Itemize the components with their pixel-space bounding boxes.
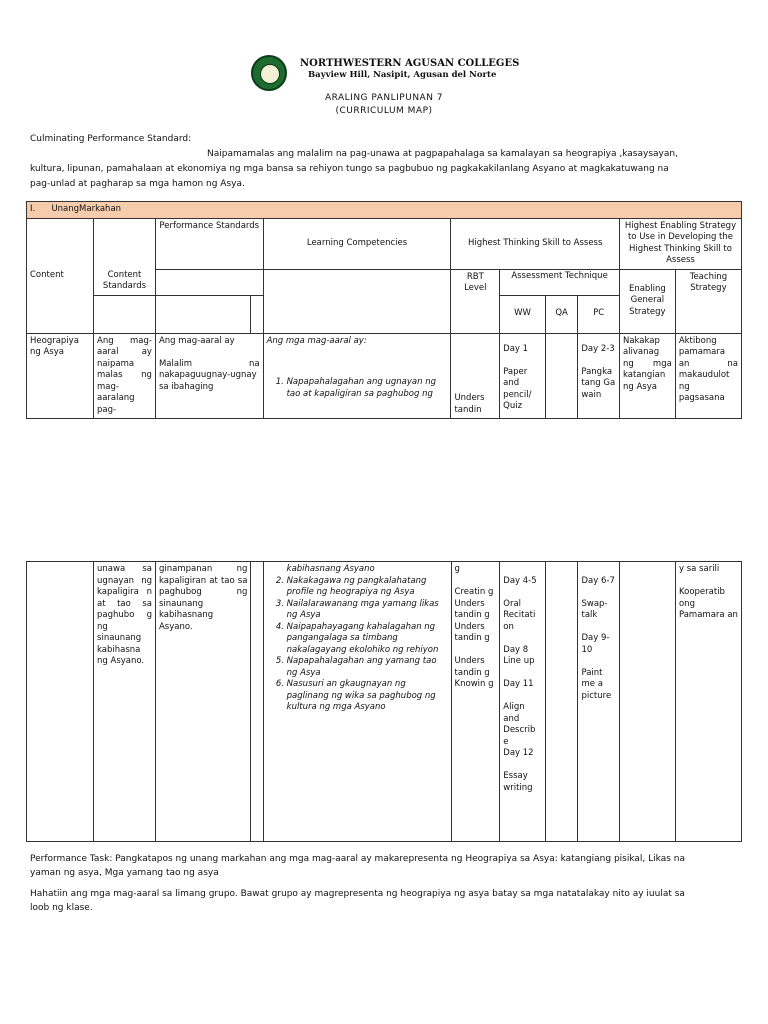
header-htsa: Highest Thinking Skill to Assess bbox=[451, 218, 620, 269]
row2-ts: y sa sarili Kooperatib ong Pamamara an bbox=[675, 562, 741, 842]
subject-title: ARALING PANLIPUNAN 7 bbox=[324, 93, 444, 103]
row2-qa bbox=[545, 562, 578, 842]
header-blank bbox=[155, 269, 263, 295]
row2-ww: Day 4-5 Oral Recitati on Day 8 Line up Day 11 Align and Describ e Day 12 Essay writing bbox=[500, 562, 546, 842]
header-blank-lc bbox=[263, 269, 451, 333]
row1-content: Heograpiya ng Asya bbox=[27, 333, 94, 419]
header-assessment: Assessment Technique bbox=[500, 269, 620, 295]
header-qa: QA bbox=[545, 295, 577, 333]
quarter-row bbox=[27, 202, 742, 219]
lc-intro: Ang mga mag-aaral ay: bbox=[266, 335, 367, 346]
row2-content-standards: unawa sa ugnayan ng kapaligira n at tao sa paghubo g ng sinaunang kabihasna ng Asyano. bbox=[94, 562, 156, 842]
culminating-line3: pag-unlad at pagharap sa mga hamon ng Asya. bbox=[30, 179, 245, 189]
header-blank-cs bbox=[94, 295, 156, 333]
lc-item-2: 2. Nakakagawa ng pangkalahatang profile ng heograpiya ng Asya bbox=[287, 576, 448, 599]
culminating-line2: kultura, lipunan, pamahalaan at ekonomiya ng mga bansa sa rehiyon tungo sa pagbubuo ng pagkakakilanlang Asyano at magkakatuwang na bbox=[30, 164, 669, 174]
lc-item-4: 4. Naipapahayagang kahalagahan ng pangangalaga sa timbang nakalagayang ekolohiko ng rehiyon bbox=[287, 622, 448, 657]
culminating-line1: Naipamamalas ang malalim na pag-unawa at pagpapahalaga sa kamalayan sa heograpiya ,kasaysayan, bbox=[207, 149, 678, 159]
performance-task-line2: yaman ng asya, Mga yamang tao ng asya bbox=[30, 868, 219, 878]
lc-continued: kabihasnang Asyano bbox=[286, 564, 375, 574]
header-blank-ps bbox=[155, 295, 250, 333]
seal-icon bbox=[260, 64, 280, 84]
row1-pc: Day 2-3 Pangka tang Ga wain bbox=[578, 333, 620, 419]
row2-rbt: g Creatin g Unders tandin g Unders tandin g Unders tandin g Knowin g bbox=[451, 562, 500, 842]
quarter-label: UnangMarkahan bbox=[51, 204, 122, 214]
row2-learning-competencies bbox=[263, 562, 451, 842]
lc-item-3: 3. Nailalarawanang mga yamang likas ng Asya bbox=[287, 599, 448, 622]
row1-performance-standards: Ang mag-aaral ay Malalim na nakapaguugnay-ugnay sa ibahaging bbox=[155, 333, 263, 419]
header-content: Content bbox=[27, 218, 94, 333]
curriculum-table bbox=[26, 201, 742, 419]
school-address: Bayview Hill, Nasipit, Agusan del Norte bbox=[308, 70, 497, 80]
header-learning-competencies: Learning Competencies bbox=[263, 218, 451, 269]
row1-content-standards: Ang mag-aaral ay naipama malas ng mag-aaralang pag- bbox=[94, 333, 156, 419]
header-rbt: RBT Level bbox=[451, 269, 500, 333]
header-blank-ps2 bbox=[251, 295, 263, 333]
row1-egs: Nakakap alivanag ng mga katangian ng Asya bbox=[619, 333, 675, 419]
header-pc: PC bbox=[578, 295, 620, 333]
row2-performance-standards: ginampanan ng kapaligiran at tao sa paghubog ng sinaunang kabihasnang Asyano. bbox=[155, 562, 250, 842]
header-performance-standards: Performance Standards bbox=[155, 218, 263, 269]
row1-rbt: Unders tandin bbox=[451, 333, 500, 419]
row2-egs bbox=[620, 562, 676, 842]
document-type: (CURRICULUM MAP) bbox=[335, 106, 433, 116]
performance-task-line4: loob ng klase. bbox=[30, 903, 93, 913]
row1-learning-competencies bbox=[263, 333, 451, 419]
school-name: NORTHWESTERN AGUSAN COLLEGES bbox=[300, 58, 520, 69]
header-ww: WW bbox=[500, 295, 546, 333]
performance-task-line1: Performance Task: Pangkatapos ng unang markahan ang mga mag-aaral ay makarepresenta ng Heograpiya sa Asya: katangiang pisikal, Likas na bbox=[30, 854, 685, 864]
row1-qa bbox=[545, 333, 577, 419]
header-egs: Enabling General Strategy bbox=[619, 269, 675, 333]
school-logo bbox=[251, 55, 287, 91]
quarter-number: I. bbox=[30, 204, 36, 214]
row2-blank bbox=[251, 562, 263, 842]
header-hes: Highest Enabling Strategy to Use in Developing the Highest Thinking Skill to Assess bbox=[619, 218, 741, 269]
culminating-label: Culminating Performance Standard: bbox=[30, 134, 192, 144]
header-ts: Teaching Strategy bbox=[675, 269, 741, 333]
lc-item-1: 1. Napapahalagahan ang ugnayan ng tao at kapaligiran sa paghubog ng bbox=[287, 377, 448, 400]
header-content-standards: Content Standards bbox=[94, 218, 156, 295]
row2-pc: Day 6-7 Swap-talk Day 9-10 Paint me a picture bbox=[578, 562, 620, 842]
lc-item-5: 5. Napapahalagahan ang yamang tao ng Asya bbox=[287, 656, 448, 679]
lc-item-6: 6. Nasusuri an gkaugnayan ng paglinang ng wika sa paghubog ng kultura ng mga Asyano bbox=[287, 679, 448, 714]
row1-ts: Aktibong pamamara an na makaudulot ng pagsasana bbox=[675, 333, 741, 419]
row1-ww: Day 1 Paper and pencil/ Quiz bbox=[500, 333, 546, 419]
curriculum-table-continued bbox=[26, 561, 742, 842]
row2-content bbox=[27, 562, 94, 842]
performance-task-line3: Hahatiin ang mga mag-aaral sa limang grupo. Bawat grupo ay magrepresenta ng heograpiya ng asya batay sa mga natatalakay nito ay iuulat sa bbox=[30, 889, 685, 899]
